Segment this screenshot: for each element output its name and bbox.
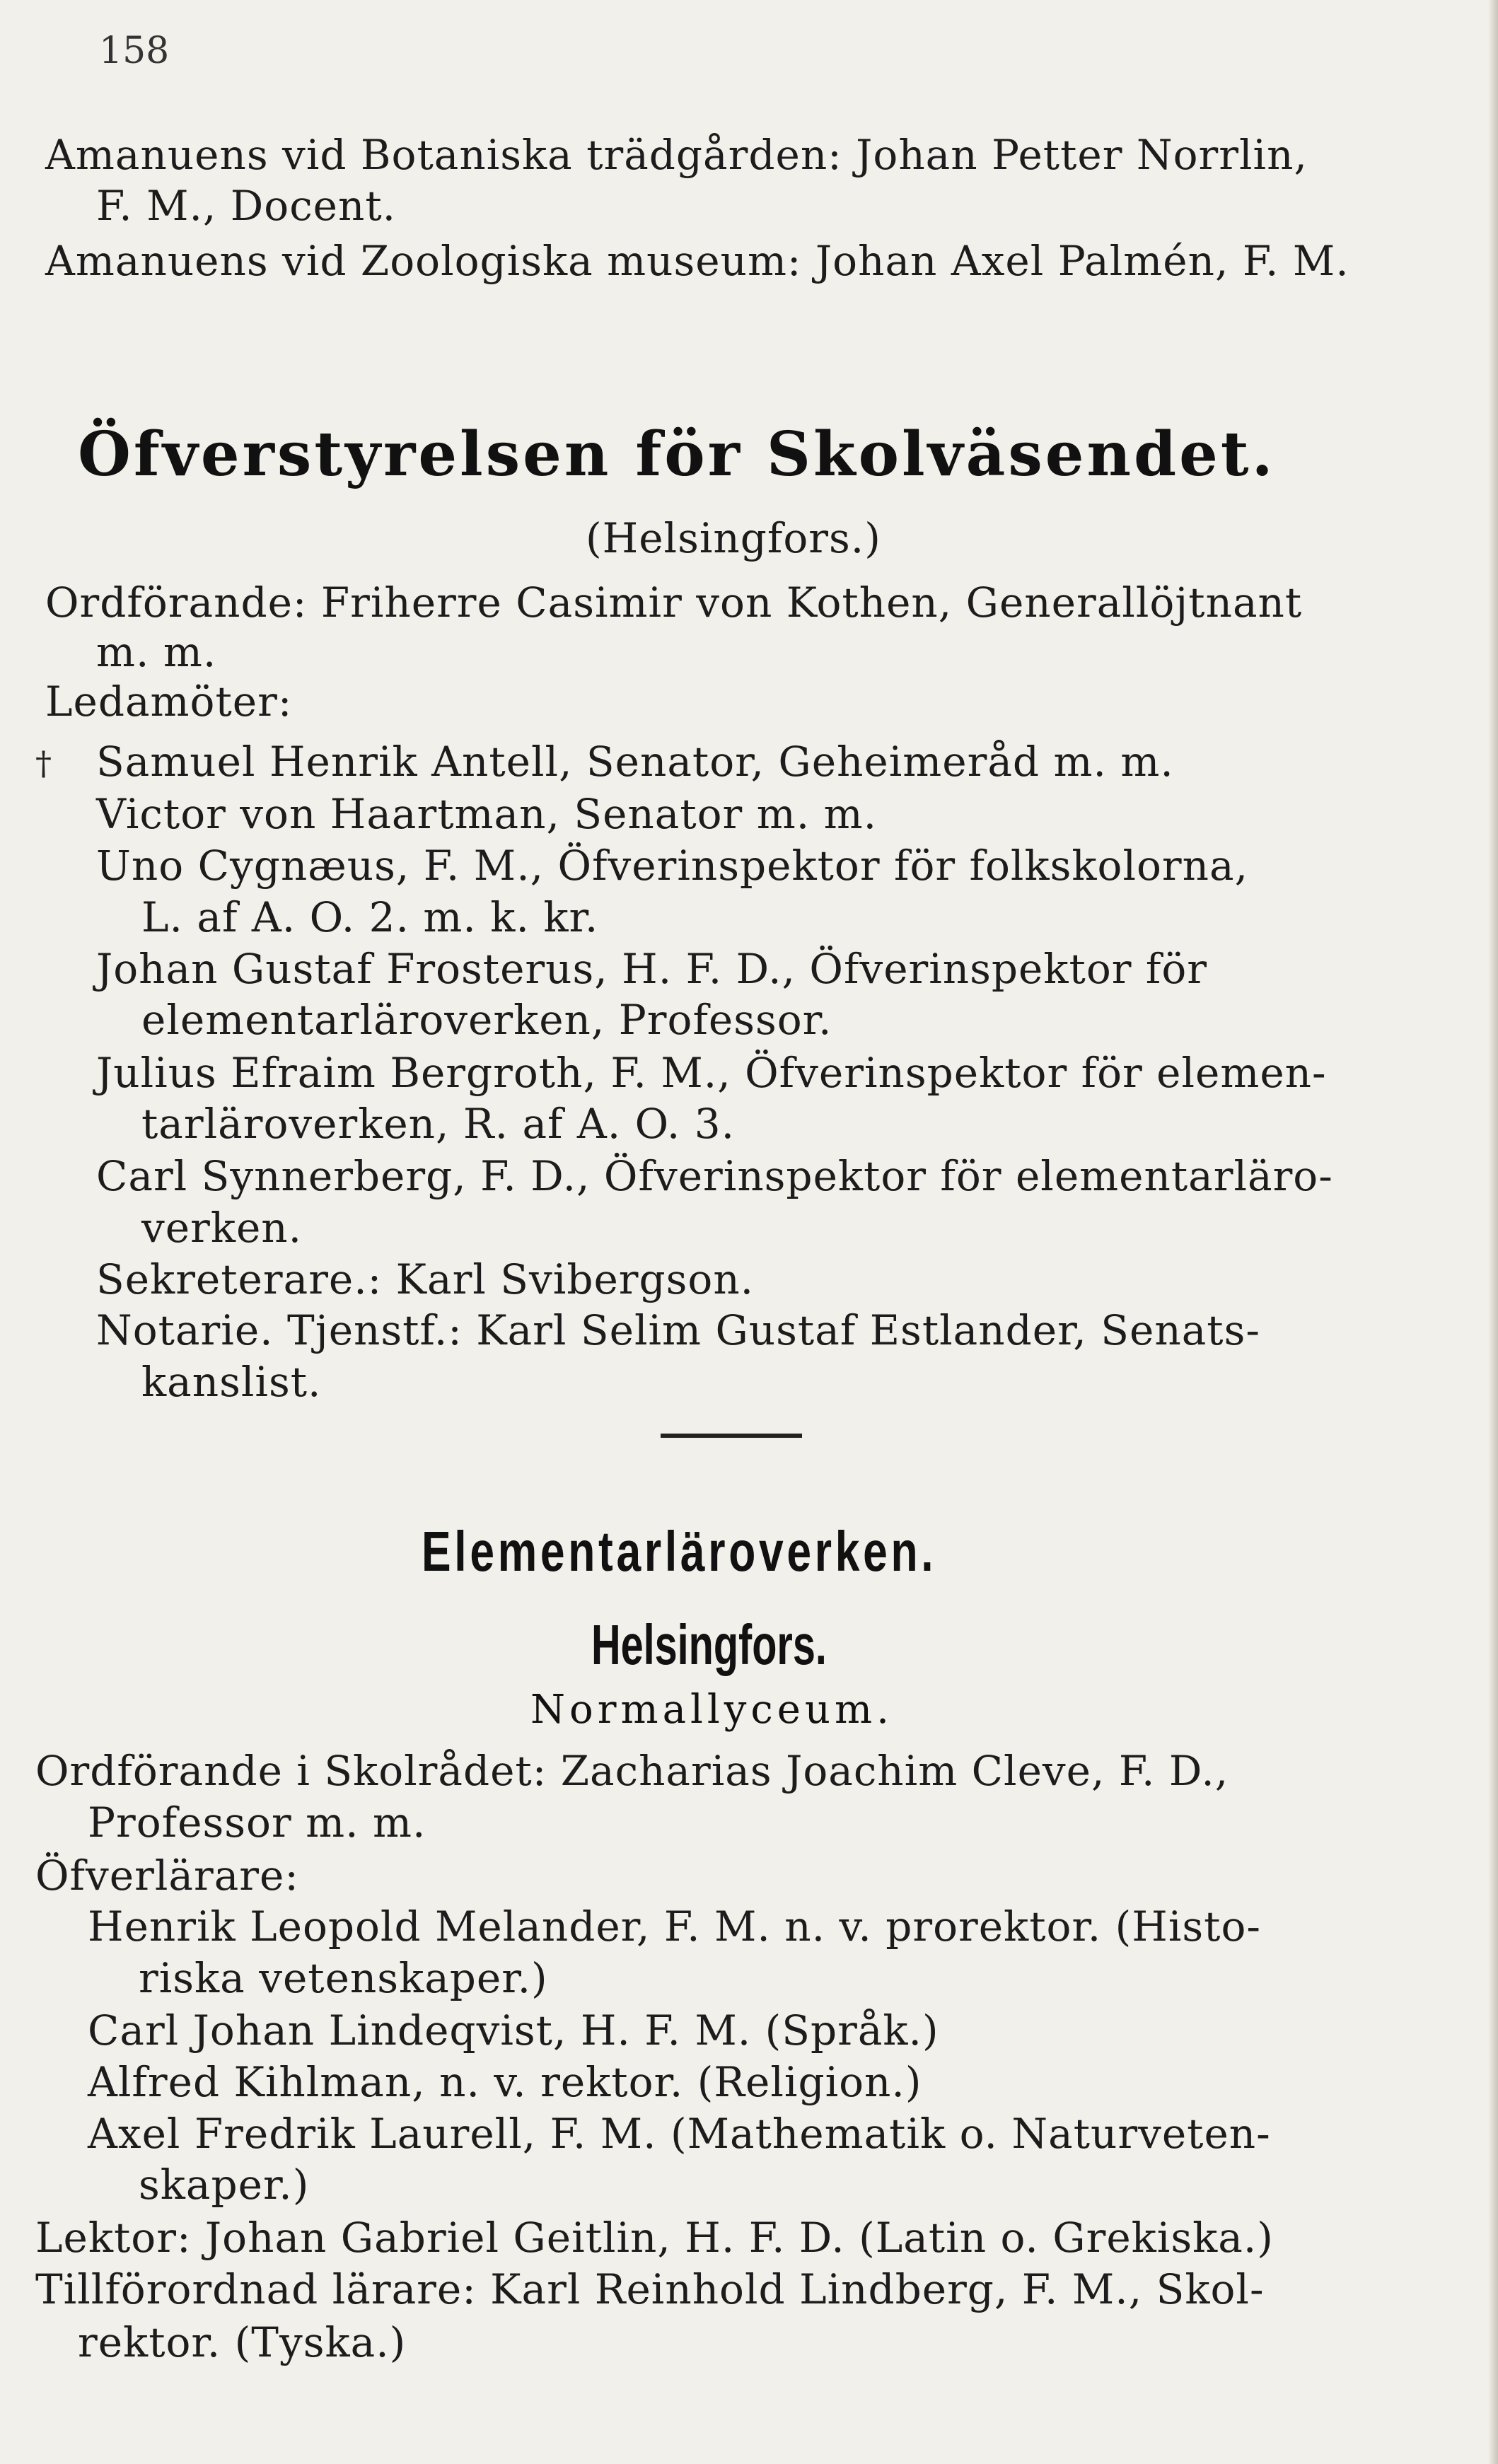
- text-line: Alfred Kihlman, n. v. rektor. (Religion.): [88, 2058, 922, 2106]
- text-line: Axel Fredrik Laurell, F. M. (Mathematik o. Naturveten-: [88, 2110, 1271, 2158]
- text-line: Carl Johan Lindeqvist, H. F. M. (Språk.): [88, 2006, 939, 2055]
- heading-normallyceum: Normallyceum.: [530, 1687, 893, 1733]
- page-number: 158: [99, 30, 170, 72]
- text-line: verken.: [141, 1204, 303, 1252]
- text-line: (Helsingfors.): [586, 514, 881, 562]
- text-line: L. af A. O. 2. m. k. kr.: [141, 893, 599, 941]
- text-line: Samuel Henrik Antell, Senator, Geheimeråd m. m.: [96, 738, 1174, 786]
- heading-elementarlaroverken: Elementarläroverken.: [422, 1520, 937, 1583]
- page-edge: [1488, 0, 1498, 2464]
- text-line: Carl Synnerberg, F. D., Öfverinspektor för elementarläro-: [96, 1152, 1333, 1200]
- text-line: Julius Efraim Bergroth, F. M., Öfverinspektor för elemen-: [96, 1049, 1327, 1097]
- text-line: elementarläroverken, Professor.: [141, 996, 832, 1044]
- text-line: Lektor: Johan Gabriel Geitlin, H. F. D. (Latin o. Grekiska.): [35, 2214, 1274, 2262]
- text-line: rektor. (Tyska.): [78, 2318, 407, 2366]
- text-line: m. m.: [96, 628, 217, 676]
- text-line: Ordförande i Skolrådet: Zacharias Joachim Cleve, F. D.,: [35, 1747, 1229, 1795]
- text-line: Tillförordnad lärare: Karl Reinhold Lindberg, F. M., Skol-: [35, 2265, 1265, 2313]
- text-line: Amanuens vid Botaniska trädgården: Johan Petter Norrlin,: [45, 131, 1308, 179]
- heading-helsingfors: Helsingfors.: [591, 1613, 827, 1676]
- text-line: Ordförande: Friherre Casimir von Kothen, Generallöjtnant: [45, 579, 1303, 627]
- text-line: Henrik Leopold Melander, F. M. n. v. prorektor. (Histo-: [88, 1902, 1262, 1951]
- section-title: Öfverstyrelsen för Skolväsendet.: [78, 419, 1276, 490]
- text-line: Amanuens vid Zoologiska museum: Johan Axel Palmén, F. M.: [45, 237, 1349, 285]
- text-line: F. M., Docent.: [96, 182, 397, 230]
- text-line: kanslist.: [141, 1358, 322, 1406]
- section-divider: [661, 1434, 802, 1438]
- text-line: Johan Gustaf Frosterus, H. F. D., Öfverinspektor för: [96, 945, 1208, 993]
- text-line: Sekreterare.: Karl Svibergson.: [96, 1255, 755, 1303]
- text-line: Ledamöter:: [45, 678, 293, 726]
- dagger-mark: †: [35, 744, 52, 782]
- text-line: Victor von Haartman, Senator m. m.: [96, 790, 878, 838]
- text-line: Notarie. Tjenstf.: Karl Selim Gustaf Estlander, Senats-: [96, 1306, 1260, 1354]
- text-line: tarläroverken, R. af A. O. 3.: [141, 1100, 736, 1148]
- text-line: riska vetenskaper.): [139, 1954, 548, 2002]
- text-line: Professor m. m.: [88, 1798, 426, 1847]
- text-line: Uno Cygnæus, F. M., Öfverinspektor för folkskolorna,: [96, 842, 1249, 890]
- text-line: skaper.): [139, 2161, 310, 2209]
- text-line: Öfverlärare:: [35, 1852, 299, 1900]
